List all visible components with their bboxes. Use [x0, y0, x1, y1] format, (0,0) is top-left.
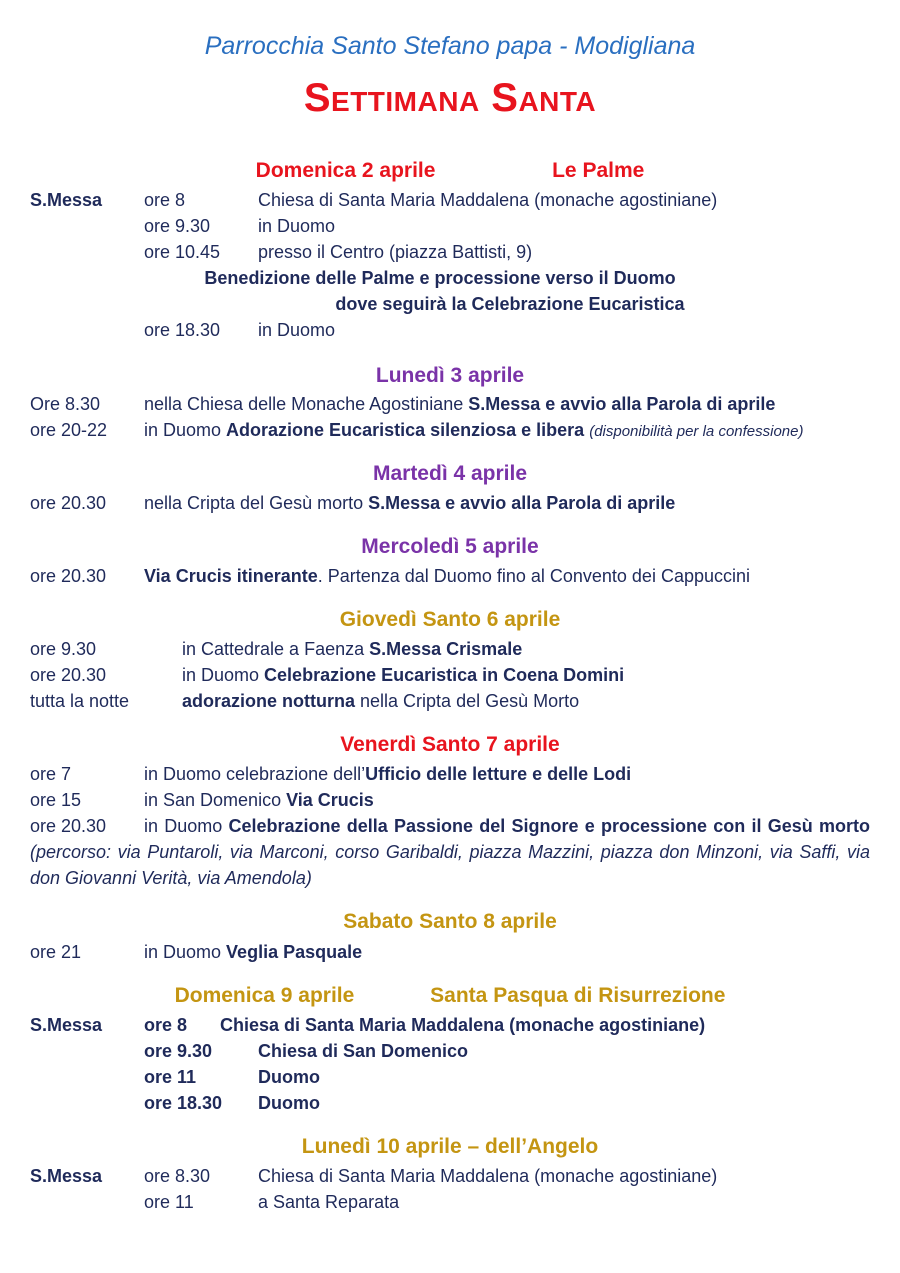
- event: in Duomo Adorazione Eucaristica silenziosa e libera (disponibilità per la confessione): [144, 420, 804, 440]
- time: ore 8: [144, 190, 186, 210]
- time: ore 9.30: [144, 1041, 213, 1061]
- parish-name: Parrocchia Santo Stefano papa - Modigliana: [204, 32, 696, 60]
- place: Chiesa di Santa Maria Maddalena (monache agostiniane): [220, 1015, 706, 1035]
- time: ore 20.30: [30, 665, 107, 685]
- time: ore 18.30: [144, 1093, 223, 1113]
- time: Ore 8.30: [30, 394, 101, 414]
- day-heading-palm-sunday: Domenica 2 aprile Le Palme: [255, 159, 645, 182]
- blessing-note: Benedizione delle Palme e processione verso il Duomo: [204, 268, 676, 288]
- place: Chiesa di Santa Maria Maddalena (monache agostiniane): [258, 1166, 718, 1186]
- event: in Duomo Veglia Pasquale: [144, 942, 363, 962]
- day-heading-wednesday: Mercoledì 5 aprile: [361, 535, 539, 558]
- event: nella Chiesa delle Monache Agostiniane S.Messa e avvio alla Parola di aprile: [144, 394, 776, 414]
- day-heading-monday: Lunedì 3 aprile: [375, 364, 525, 387]
- time: ore 8: [144, 1015, 188, 1035]
- event: in Cattedrale a Faenza S.Messa Crismale: [182, 639, 523, 659]
- time: ore 9.30: [30, 639, 97, 659]
- place: Duomo: [258, 1093, 320, 1113]
- time: ore 8.30: [144, 1166, 211, 1186]
- day-heading-good-friday: Venerdì Santo 7 aprile: [340, 733, 560, 756]
- day-heading-tuesday: Martedì 4 aprile: [372, 462, 528, 485]
- place: in Duomo: [258, 216, 336, 236]
- place: Chiesa di San Domenico: [258, 1041, 469, 1061]
- page-title: Settimana Santa: [303, 76, 597, 120]
- mass-label: S.Messa: [30, 1015, 103, 1035]
- place: a Santa Reparata: [258, 1192, 400, 1212]
- time: ore 11: [144, 1192, 194, 1212]
- time: ore 20-22: [30, 420, 108, 440]
- time: ore 18.30: [144, 320, 221, 340]
- time: ore 21: [30, 942, 82, 962]
- time: ore 9.30: [144, 216, 211, 236]
- place: in Duomo: [258, 320, 336, 340]
- passion-paragraph: ore 20.30 in Duomo Celebrazione della Passione del Signore e processione con il Gesù morto (percorso: via Puntaroli, via Marconi, corso Garibaldi, piazza Mazzini, piazza don Minzoni, via Saffi, via don Giovanni Verità, via Amendola): [30, 816, 870, 888]
- mass-label: S.Messa: [30, 1166, 103, 1186]
- time: ore 20.30: [30, 493, 107, 513]
- day-heading-easter-sunday: Domenica 9 aprile Santa Pasqua di Risurrezione: [174, 984, 726, 1007]
- time: ore 7: [30, 764, 72, 784]
- time: tutta la notte: [30, 691, 130, 711]
- day-heading-easter-monday: Lunedì 10 aprile – dell’Angelo: [301, 1135, 599, 1158]
- event: adorazione notturna nella Cripta del Gesù Morto: [182, 691, 580, 711]
- time: ore 11: [144, 1067, 197, 1087]
- event: nella Cripta del Gesù morto S.Messa e avvio alla Parola di aprile: [144, 493, 676, 513]
- celebration-note: dove seguirà la Celebrazione Eucaristica: [335, 294, 685, 314]
- event: Via Crucis itinerante. Partenza dal Duomo fino al Convento dei Cappuccini: [144, 566, 750, 586]
- event: in San Domenico Via Crucis: [144, 790, 374, 810]
- place: Chiesa di Santa Maria Maddalena (monache agostiniane): [258, 190, 718, 210]
- time: ore 10.45: [144, 242, 221, 262]
- time: ore 20.30: [30, 566, 107, 586]
- mass-label: S.Messa: [30, 190, 103, 210]
- day-heading-holy-thursday: Giovedì Santo 6 aprile: [339, 608, 561, 631]
- place: Duomo: [258, 1067, 320, 1087]
- day-heading-holy-saturday: Sabato Santo 8 aprile: [343, 910, 557, 933]
- time: ore 15: [30, 790, 82, 810]
- place: presso il Centro (piazza Battisti, 9): [258, 242, 533, 262]
- event: in Duomo celebrazione dell’Ufficio delle letture e delle Lodi: [144, 764, 632, 784]
- event: in Duomo Celebrazione Eucaristica in Coena Domini: [182, 665, 625, 685]
